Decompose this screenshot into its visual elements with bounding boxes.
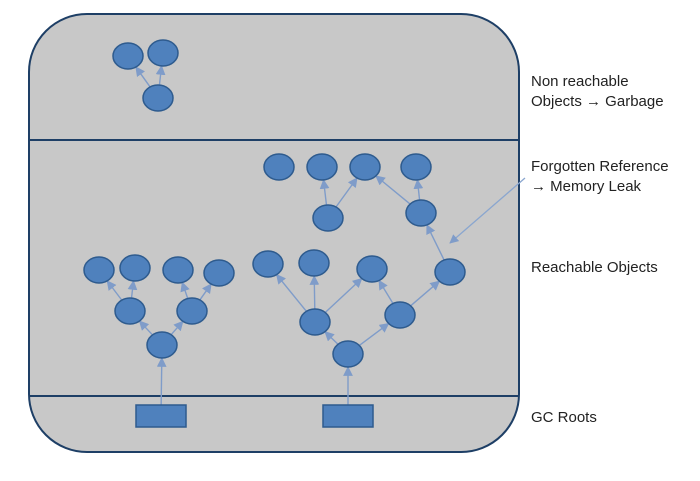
object-node: [385, 302, 415, 328]
gc-roots-label: [531, 408, 597, 428]
reference-arrow: [161, 358, 162, 405]
garbage-label-line1: Non reachable: [531, 73, 629, 90]
gc-roots-label-text: GC Roots: [531, 409, 597, 426]
memory-leak-label-line1: Forgotten Reference: [531, 158, 669, 175]
object-node: [299, 250, 329, 276]
object-node: [253, 251, 283, 277]
object-node: [401, 154, 431, 180]
object-node: [406, 200, 436, 226]
object-node: [177, 298, 207, 324]
gc-root-box: [323, 405, 373, 427]
object-node: [357, 256, 387, 282]
object-node: [113, 43, 143, 69]
object-node: [143, 85, 173, 111]
heap-panel: [29, 14, 519, 452]
object-node: [148, 40, 178, 66]
object-node: [84, 257, 114, 283]
reachable-objects-label-text: Reachable Objects: [531, 259, 658, 276]
object-node: [163, 257, 193, 283]
object-node: [115, 298, 145, 324]
object-node: [147, 332, 177, 358]
memory-leak-label-line2: → Memory Leak: [531, 178, 642, 195]
reachable-objects-label: [531, 258, 658, 278]
object-node: [307, 154, 337, 180]
object-node: [350, 154, 380, 180]
object-node: [333, 341, 363, 367]
object-node: [435, 259, 465, 285]
object-node: [300, 309, 330, 335]
gc-root-box: [136, 405, 186, 427]
object-node: [264, 154, 294, 180]
reference-arrow: [314, 276, 315, 309]
object-node: [204, 260, 234, 286]
object-node: [120, 255, 150, 281]
object-node: [313, 205, 343, 231]
memory-leak-label: [531, 157, 669, 197]
garbage-label-line2: Objects → Garbage: [531, 93, 664, 110]
garbage-label: [531, 72, 664, 112]
